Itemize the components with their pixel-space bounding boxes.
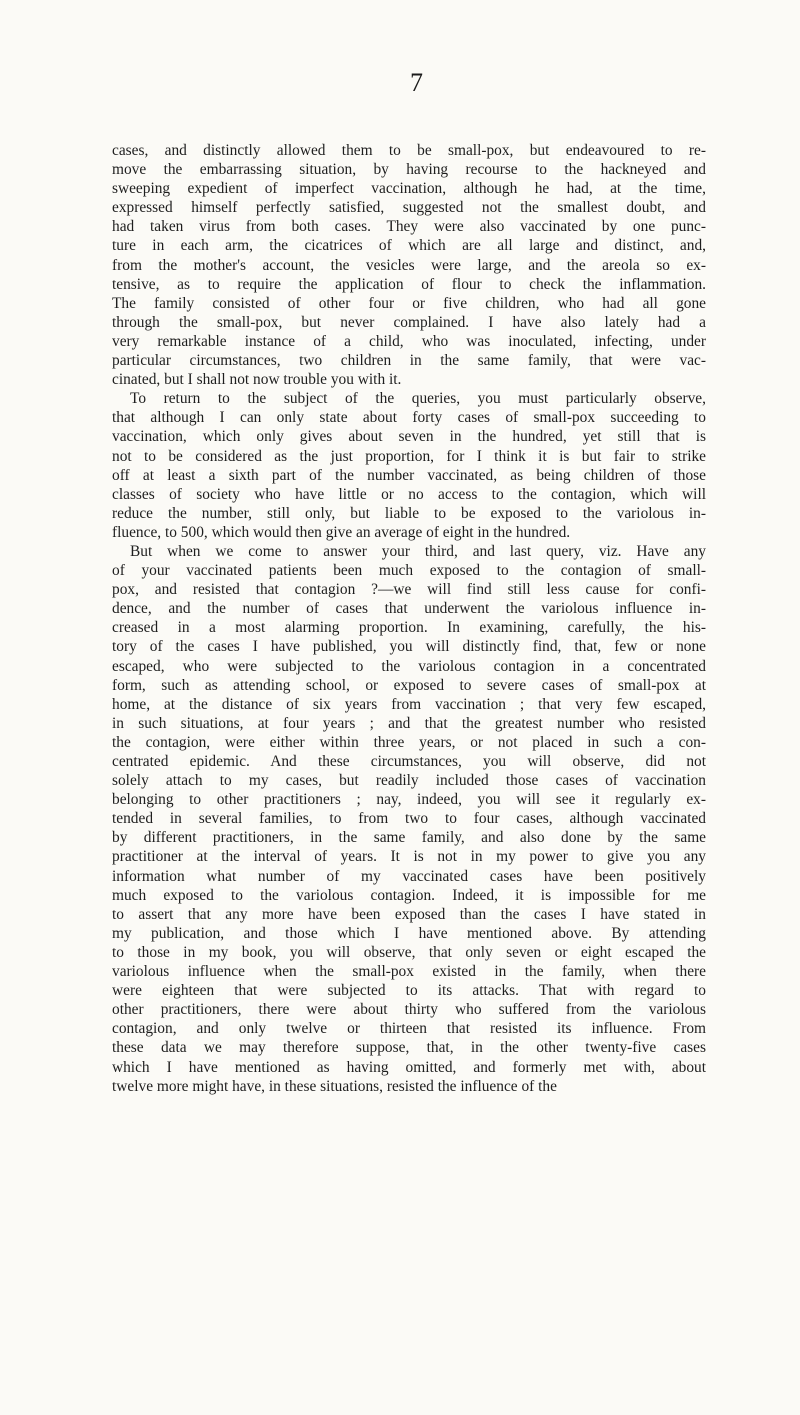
text-line: vaccination, which only gives about seven in the hundred, yet still that is xyxy=(112,428,706,446)
text-line: tensive, as to require the application of flour to check the inflammation. xyxy=(112,275,706,293)
text-line: of your vaccinated patients been much exposed to the contagion of small- xyxy=(112,562,706,580)
text-line: fluence, to 500, which would then give an average of eight in the hundred. xyxy=(112,523,571,541)
text-line: expressed himself perfectly satisfied, suggested not the smallest doubt, and xyxy=(112,199,706,217)
text-line: cinated, but I shall not now trouble you with it. xyxy=(112,371,402,389)
text-line: reduce the number, still only, but liable to be exposed to the variolous in- xyxy=(112,504,706,522)
text-line: particular circumstances, two children in the same family, that were vac- xyxy=(112,352,706,370)
text-line: these data we may therefore suppose, that, in the other twenty-five cases xyxy=(112,1039,706,1057)
text-line: dence, and the number of cases that underwent the variolous influence in- xyxy=(112,600,706,618)
text-line: not to be considered as the just proportion, for I think it is but fair to strike xyxy=(112,447,706,465)
text-line: my publication, and those which I have mentioned above. By attending xyxy=(112,924,706,942)
text-line: off at least a sixth part of the number vaccinated, as being children of those xyxy=(112,466,706,484)
page-number: 7 xyxy=(410,68,423,97)
text-line: belonging to other practitioners ; nay, indeed, you will see it regularly ex- xyxy=(112,791,706,809)
text-line: sweeping expedient of imperfect vaccination, although he had, at the time, xyxy=(112,180,706,198)
body-text xyxy=(112,141,706,1096)
text-line: creased in a most alarming proportion. In examining, carefully, the his- xyxy=(112,619,706,637)
text-line: the contagion, were either within three years, or not placed in such a con- xyxy=(112,733,706,751)
text-line: to those in my book, you will observe, that only seven or eight escaped the xyxy=(112,943,706,961)
text-line: which I have mentioned as having omitted, and formerly met with, about xyxy=(112,1058,706,1076)
text-line: twelve more might have, in these situations, resisted the influence of the xyxy=(112,1077,557,1095)
text-line: from the mother's account, the vesicles were large, and the areola so ex- xyxy=(112,256,706,274)
text-line: But when we come to answer your third, and last query, viz. Have any xyxy=(130,542,706,560)
text-line: home, at the distance of six years from vaccination ; that very few escaped, xyxy=(112,695,706,713)
text-line: pox, and resisted that contagion ?—we will find still less cause for confi- xyxy=(112,581,706,599)
text-line: variolous influence when the small-pox existed in the family, when there xyxy=(112,963,706,981)
text-line: tended in several families, to from two to four cases, although vaccinated xyxy=(112,810,706,828)
text-line: The family consisted of other four or five children, who had all gone xyxy=(112,294,706,312)
text-line: ture in each arm, the cicatrices of which are all large and distinct, and, xyxy=(112,237,706,255)
text-line: solely attach to my cases, but readily included those cases of vaccination xyxy=(112,772,706,790)
text-line: much exposed to the variolous contagion. Indeed, it is impossible for me xyxy=(112,886,706,904)
text-line: practitioner at the interval of years. It is not in my power to give you any xyxy=(112,848,706,866)
text-line: that although I can only state about forty cases of small-pox succeeding to xyxy=(112,409,706,427)
text-line: through the small-pox, but never complained. I have also lately had a xyxy=(112,313,706,331)
text-line: contagion, and only twelve or thirteen that resisted its influence. From xyxy=(112,1020,706,1038)
text-line: escaped, who were subjected to the variolous contagion in a concentrated xyxy=(112,657,706,675)
text-line: by different practitioners, in the same family, and also done by the same xyxy=(112,829,706,847)
text-line: to assert that any more have been exposed than the cases I have stated in xyxy=(112,905,706,923)
text-line: were eighteen that were subjected to its attacks. That with regard to xyxy=(112,982,706,1000)
text-line: centrated epidemic. And these circumstances, you will observe, did not xyxy=(112,753,706,770)
text-line: classes of society who have little or no access to the contagion, which will xyxy=(112,485,706,503)
text-line: To return to the subject of the queries, you must particularly observe, xyxy=(130,390,706,408)
text-line: cases, and distinctly allowed them to be small-pox, but endeavoured to re- xyxy=(112,142,706,159)
text-line: information what number of my vaccinated cases have been positively xyxy=(112,867,706,885)
text-line: tory of the cases I have published, you will distinctly find, that, few or none xyxy=(112,638,706,656)
text-line: in such situations, at four years ; and that the greatest number who resisted xyxy=(112,714,706,732)
text-line: other practitioners, there were about thirty who suffered from the variolous xyxy=(112,1001,706,1019)
text-line: had taken virus from both cases. They were also vaccinated by one punc- xyxy=(112,218,706,236)
text-line: form, such as attending school, or exposed to severe cases of small-pox at xyxy=(112,676,706,694)
text-line: move the embarrassing situation, by having recourse to the hackneyed and xyxy=(112,161,706,179)
text-line: very remarkable instance of a child, who was inoculated, infecting, under xyxy=(112,332,706,350)
